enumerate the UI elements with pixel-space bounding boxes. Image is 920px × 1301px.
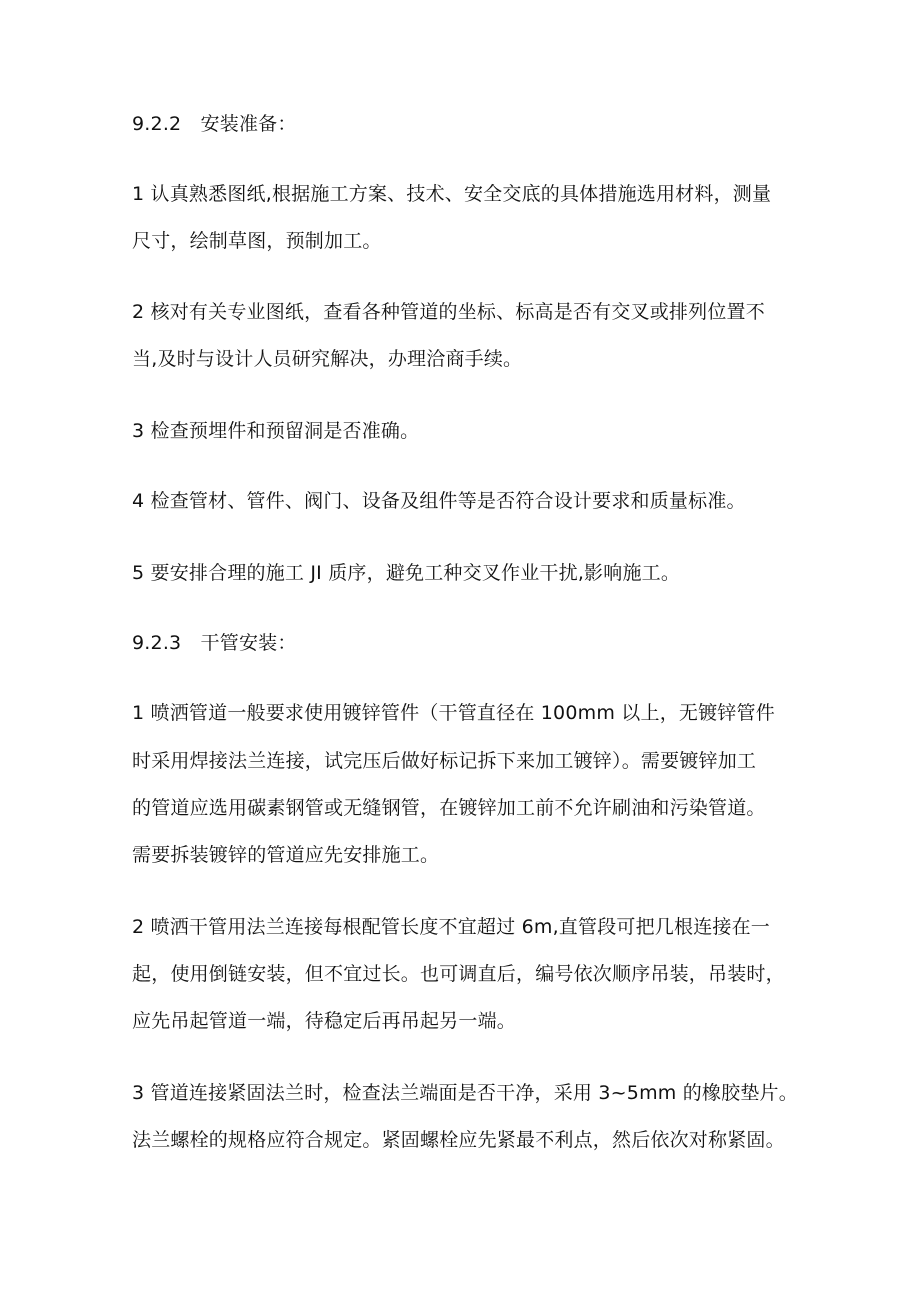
paragraph-line: 需要拆装镀锌的管道应先安排施工。 bbox=[132, 844, 440, 866]
paragraph-line: 3 检查预埋件和预留洞是否准确。 bbox=[132, 420, 420, 442]
paragraph-line: 1 认真熟悉图纸,根据施工方案、技术、安全交底的具体措施选用材料，测量 bbox=[132, 183, 772, 205]
paragraph-line: 1 喷洒管道一般要求使用镀锌管件（干管直径在 100mm 以上，无镀锌管件 bbox=[132, 702, 775, 724]
section-heading-9-2-3: 9.2.3 干管安装： bbox=[132, 632, 297, 654]
paragraph-line: 的管道应选用碳素钢管或无缝钢管，在镀锌加工前不允许刷油和污染管道。 bbox=[132, 797, 766, 819]
paragraph-line: 起，使用倒链安装，但不宜过长。也可调直后，编号依次顺序吊装，吊装时， bbox=[132, 963, 785, 985]
paragraph-line: 3 管道连接紧固法兰时，检查法兰端面是否干净，采用 3~5mm 的橡胶垫片。 bbox=[132, 1082, 798, 1104]
paragraph-line: 2 核对有关专业图纸，查看各种管道的坐标、标高是否有交叉或排列位置不 bbox=[132, 301, 765, 323]
paragraph-line: 法兰螺栓的规格应符合规定。紧固螺栓应先紧最不利点，然后依次对称紧固。 bbox=[132, 1129, 785, 1151]
section-heading-9-2-2: 9.2.2 安装准备： bbox=[132, 113, 297, 135]
paragraph-line: 2 喷洒干管用法兰连接每根配管长度不宜超过 6m,直管段可把几根连接在一 bbox=[132, 916, 771, 938]
paragraph-line: 当,及时与设计人员研究解决，办理洽商手续。 bbox=[132, 348, 523, 370]
paragraph-line: 时采用焊接法兰连接，试完压后做好标记拆下来加工镀锌）。需要镀锌加工 bbox=[132, 750, 757, 772]
paragraph-line: 尺寸，绘制草图，预制加工。 bbox=[132, 230, 382, 252]
paragraph-line: 4 检查管材、管件、阀门、设备及组件等是否符合设计要求和质量标准。 bbox=[132, 490, 746, 512]
paragraph-line: 应先吊起管道一端，待稳定后再吊起另一端。 bbox=[132, 1010, 517, 1032]
paragraph-line: 5 要安排合理的施工 JI 质序，避免工种交叉作业干扰,影响施工。 bbox=[132, 562, 681, 584]
